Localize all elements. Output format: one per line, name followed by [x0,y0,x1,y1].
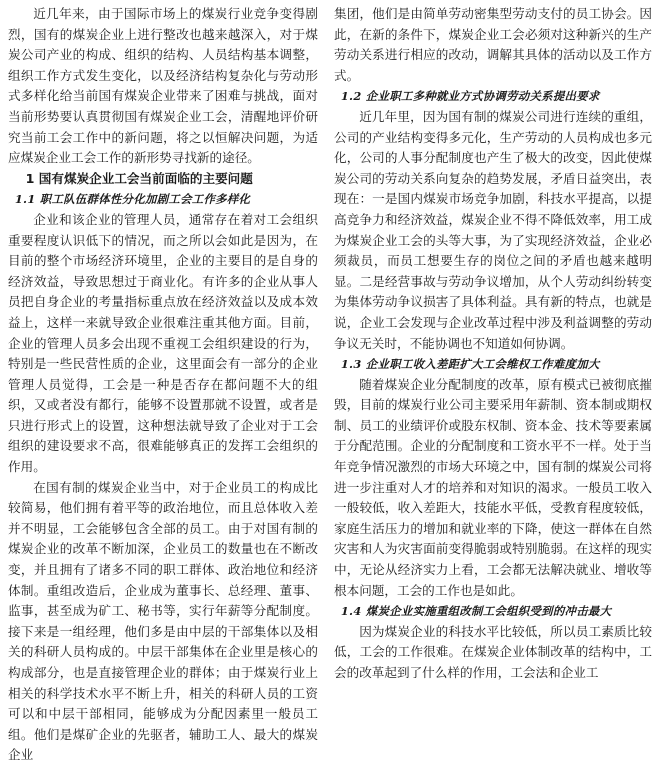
intro-paragraph: 近几年来，由于国际市场上的煤炭行业竞争变得剧烈，国有的煤炭企业上进行整改也越来越深入，对于煤炭公司产业的构成、组织的结构、人员结构基本调整，组织工作方式发生变化，以及经济结构复杂化与劳动形式多样化给当前国有煤炭企业带来了困难与挑战，面对当前形势要认真贯彻国有煤炭企业工会，清醒地评价研究当前工会工作中的新问题，将之以恒解决问题，为适应煤炭企业工会工作的新形势寻找新的途径。 [8,6,318,166]
section-1-heading: 1 国有煤炭企业工会当前面临的主要问题 [25,170,253,186]
section-1-1-heading: 1.1 职工队伍群体性分化加剧工会工作多样化 [14,192,251,207]
paragraph-a: 企业和该企业的管理人员，通常存在着对工会组织重要程度认识低下的情况，而之所以会如此是因为，在目前的整个市场经济环境里，企业的主要目的是自身的经济效益，导致思想过于商业化。有许多的企业从事人员把自身企业的考量指标重点放在经济效益以及成本效益上，这样一来就导致企业很难注重其他方面。目前，企业的管理人员多会出现不重视工会组织建设的行为，特别是一些民营性质的企业，这里面会有一部分的企业管理人员觉得，工会是一种是否存在都问题不大的组织，又或者没有都行，能够不设置那就不设置，或者是只进行形式上的设置，这种想法就导致了企业对于工会组织的建设要求不高，很难能够真正的发挥工会组织的作用。 [8,211,318,475]
section-1-3-heading: 1.3 企业职工收入差距扩大工会维权工作难度加大 [340,357,600,372]
left-column [8,4,318,766]
right-column [334,4,652,684]
paragraph-b: 在国有制的煤炭企业当中，对于企业员工的构成比较简易，他们拥有着平等的政治地位，而且总体收入差并不明显，工会能够包含全部的员工。由于对国有制的煤炭企业的改革不断加深，企业员工的数量也在不断改变，并且拥有了诸多不同的职工群体、政治地位和经济体制。重组改造后，企业成为董事长、总经理、董事、监事，甚至成为矿工、秘书等，实行年薪等分配制度。接下来是一组经理，他们多是由中层的干部集体以及相关的科研人员构成的。中层干部集体在企业里是核心的构成部分，也是直接管理企业的群体；由于煤炭行业上相关的科学技术水平不断上升，相关的科研人员的工资可以和中层干部相同，能够成为分配因素里一般员工组。他们是煤矿企业的先驱者，辅助工人、最大的煤炭企业 [8,479,318,763]
continuation-paragraph: 集团，他们是由简单劳动密集型劳动支付的员工协会。因此，在新的条件下，煤炭企业工会必须对这种新兴的生产劳动关系进行相应的改动，调解其具体的活动以及工作方式。 [334,6,652,83]
paragraph-c: 近几年里，因为国有制的煤炭公司进行连续的重组，公司的产业结构变得多元化，生产劳动的人员构成也多元化，公司的人事分配制度也产生了极大的改变，因此使煤炭公司的劳动关系向复杂的趋势发展，矛盾日益突出，表现在：一是国内煤炭市场竞争加剧，科技水平提高，以提高竞争力和经济效益，煤炭企业不得不降低效率，用工成为煤炭企业工会的头等大事，为了实现经济效益，企业必须裁员，而员工想要生存的岗位之间的矛盾也越来越明显。二是经营事故与劳动争议增加，从个人劳动纠纷转变为集体劳动争议损害了具体利益。具有新的特点，也就是说，企业工会发现与企业改革过程中涉及利益调整的劳动争议无关时，不能协调也不知道如何协调。 [334,108,652,351]
section-1-2-heading: 1.2 企业职工多种就业方式协调劳动关系提出要求 [340,89,600,104]
paragraph-e: 因为煤炭企业的科技水平比较低，所以员工素质比较低，工会的工作很难。在煤炭企业体制改革的结构中，工会的改革起到了什么样的作用，工会法和企业工 [334,623,652,680]
section-1-4-heading: 1.4 煤炭企业实施重组改制工会组织受到的冲击最大 [340,604,612,619]
paragraph-d: 随着煤炭企业分配制度的改革，原有模式已被彻底摧毁，目前的煤炭行业公司主要采用年薪制、资本制或期权制、员工的业绩评价或股东权制、资本金、技术等要素属于分配范围。企业的分配制度和工资水平不一样。处于当年竞争情况激烈的市场大环境之中，国有制的煤炭公司将进一步注重对人才的培养和对知识的渴求。一般员工收入一般较低，收入差距大，技能水平低，受教育程度较低，家庭生活压力的增加和就业率的下降，使这一群体在自然灾害和人为灾害面前变得脆弱或特别脆弱。在这样的现实中，无论从经济实力上看，工会都无法解决就业、增收等根本问题，工会的工作也是如此。 [334,376,652,598]
